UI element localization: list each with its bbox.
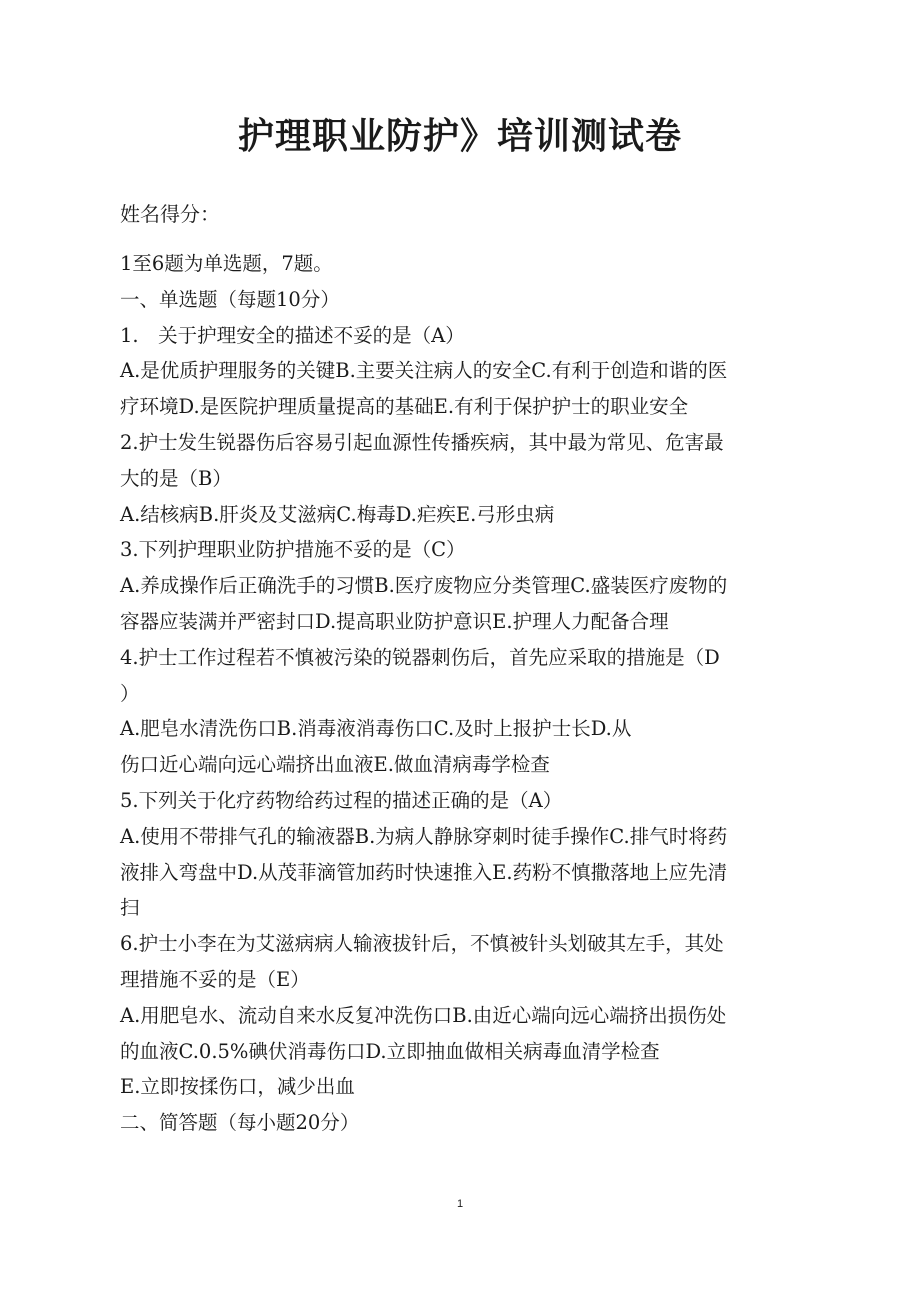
question-5-options-cont: 液排入弯盘中D.从茂菲滴管加药时快速推入E.药粉不慎撒落地上应先清 [120,860,728,884]
name-score-line: 姓名得分： [120,202,220,226]
page-number: 1 [456,1198,464,1210]
question-4-cont: ） [120,681,140,705]
section-heading-single-choice: 一、单选题（每题10分） [120,287,340,311]
question-6-options-end: E.立即按揉伤口，减少出血 [120,1075,355,1099]
question-3: 3.下列护理职业防护措施不妥的是（C） [120,538,466,562]
question-3-options-cont: 容器应装满并严密封口D.提高职业防护意识E.护理人力配备合理 [120,609,669,633]
question-4-options: A.肥皂水清洗伤口B.消毒液消毒伤口C.及时上报护士长D.从 [120,717,632,741]
question-1-options: A.是优质护理服务的关键B.主要关注病人的安全C.有利于创造和谐的医 [120,359,728,383]
intro-line: 1至6题为单选题，7题。 [120,252,333,275]
question-6-options: A.用肥皂水、流动自来水反复冲洗伤口B.由近心端向远心端挤出损伤处 [120,1003,727,1027]
question-5: 5.下列关于化疗药物给药过程的描述正确的是（A） [120,788,563,812]
question-6-options-cont: 的血液C.0.5%碘伏消毒伤口D.立即抽血做相关病毒血清学检查 [120,1039,660,1063]
question-4-options-cont: 伤口近心端向远心端挤出血液E.做血清病毒学检查 [120,753,550,777]
question-3-options: A.养成操作后正确洗手的习惯B.医疗废物应分类管理C.盛装医疗废物的 [120,574,728,598]
question-5-options: A.使用不带排气孔的输液器B.为病人静脉穿刺时徒手操作C.排气时将药 [120,824,728,848]
exam-body [120,246,810,1141]
question-6: 6.护士小李在为艾滋病病人输液拔针后，不慎被针头划破其左手，其处 [120,932,724,956]
question-1: 1. 关于护理安全的描述不妥的是（A） [120,323,465,347]
question-6-cont: 理措施不妥的是（E） [120,967,310,991]
question-1-options-cont: 疗环境D.是医院护理质量提高的基础E.有利于保护护士的职业安全 [120,395,689,419]
question-5-options-end: 扫 [120,896,140,920]
section-heading-short-answer: 二、简答题（每小题20分） [120,1111,360,1135]
question-2-options: A.结核病B.肝炎及艾滋病C.梅毒D.疟疾E.弓形虫病 [120,502,555,526]
document-title: 护理职业防护》培训测试卷 [237,116,682,157]
question-2-cont: 大的是（B） [120,466,232,490]
question-2: 2.护士发生锐器伤后容易引起血源性传播疾病，其中最为常见、危害最 [120,430,724,454]
question-4: 4.护士工作过程若不慎被污染的锐器刺伤后，首先应采取的措施是（D [120,645,720,669]
